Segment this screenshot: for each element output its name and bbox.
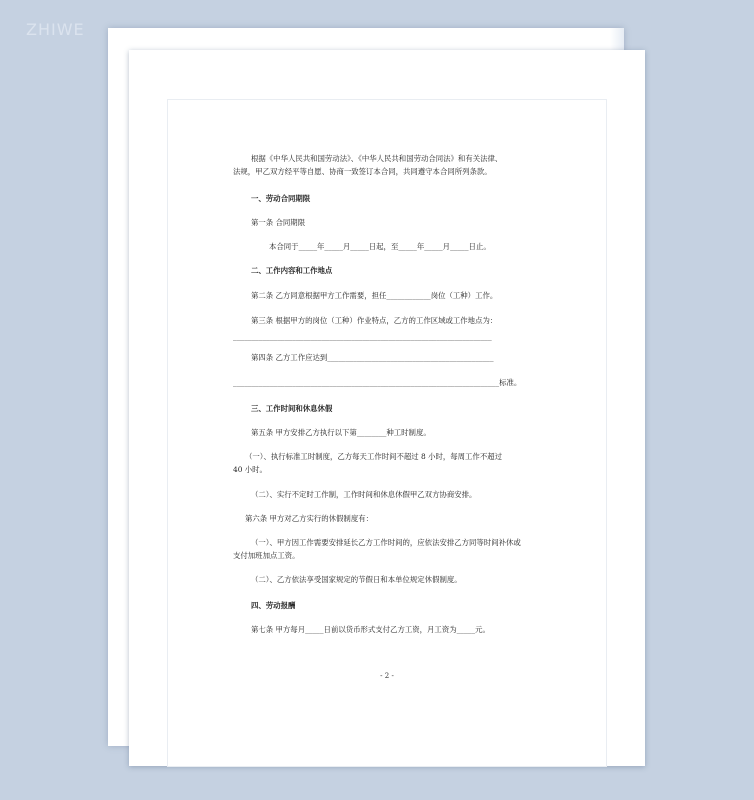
article-4-continuation: ________________________________________________________________________标准。 xyxy=(233,378,522,387)
clause-6-2: （二）、乙方依法享受国家规定的节假日和本单位规定休假制度。 xyxy=(251,575,462,584)
watermark: ZHIWE xyxy=(26,20,85,39)
document-page xyxy=(129,50,645,766)
clause-5-1-line-2: 40 小时。 xyxy=(233,465,267,474)
section-1-title: 一、劳动合同期限 xyxy=(251,194,311,203)
intro-paragraph-line-2: 法规，甲乙双方经平等自愿、协商一致签订本合同，共同遵守本合同所列条款。 xyxy=(233,167,492,176)
article-1-body: 本合同于_____年_____月_____日起，至_____年_____月_____日止。 xyxy=(269,242,491,251)
article-5: 第五条 甲方安排乙方执行以下第________种工时制度。 xyxy=(251,428,431,437)
section-2-title: 二、工作内容和工作地点 xyxy=(251,266,333,275)
article-4: 第四条 乙方工作应达到_____________________________________________ xyxy=(251,353,494,362)
article-2: 第二条 乙方同意根据甲方工作需要，担任____________岗位（工种）工作。 xyxy=(251,291,498,300)
article-3: 第三条 根据甲方的岗位（工种）作业特点，乙方的工作区域或工作地点为： xyxy=(251,316,498,325)
clause-6-1-line-2: 支付加班加点工资。 xyxy=(233,551,300,560)
section-3-title: 三、工作时间和休息休假 xyxy=(251,404,333,413)
article-3-blank-line: ______________________________________________________________________ xyxy=(233,332,492,341)
clause-6-1-line-1: （一）、甲方因工作需要安排延长乙方工作时间的，应依法安排乙方同等时间补休或 xyxy=(251,538,521,547)
article-6: 第六条 甲方对乙方实行的休假制度有： xyxy=(245,514,373,523)
article-1-title: 第一条 合同期限 xyxy=(251,218,306,227)
section-4-title: 四、劳动报酬 xyxy=(251,601,296,610)
page-number: - 2 - xyxy=(380,672,394,680)
intro-paragraph-line-1: 根据《中华人民共和国劳动法》、《中华人民共和国劳动合同法》和有关法律、 xyxy=(251,154,503,163)
clause-5-1-line-1: （一）、执行标准工时制度，乙方每天工作时间不超过 8 小时，每周工作不超过 xyxy=(245,452,502,461)
clause-5-2: （二）、实行不定时工作制，工作时间和休息休假甲乙双方协商安排。 xyxy=(251,490,477,499)
article-7: 第七条 甲方每月_____日前以货币形式支付乙方工资，月工资为_____元。 xyxy=(251,625,490,634)
